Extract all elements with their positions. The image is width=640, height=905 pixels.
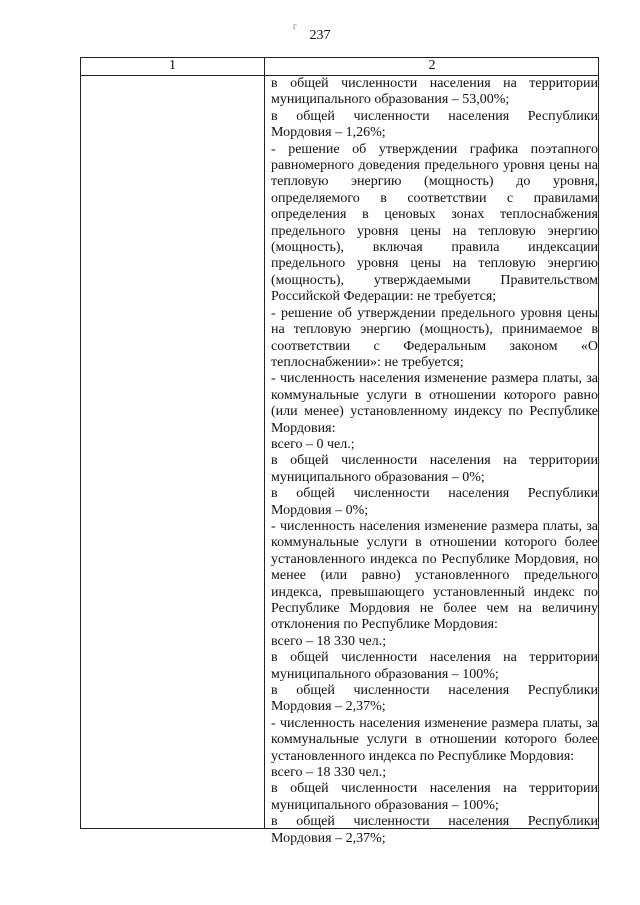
paragraph: - решение об утверждении предельного уровня цены на тепловую энергию (мощность), принимаемое в соответствии с Федеральным законом «О теплоснабжении»: не требуется; [271, 305, 598, 370]
paragraph: всего – 18 330 чел.; [271, 765, 387, 781]
column-1-header: 1 [169, 58, 176, 73]
document-table [80, 57, 599, 846]
paragraph: в общей численности населения Республики Мордовия – 2,37%; [271, 814, 598, 846]
paragraph: всего – 0 чел.; [271, 436, 355, 452]
paragraph: - численность населения изменение размера платы, за коммунальные услуги в отношении которого равно (или менее) установленному индексу по Республике Мордовия: [271, 371, 598, 436]
paragraph: в общей численности населения Республики Мордовия – 0%; [271, 486, 598, 518]
paragraph: в общей численности населения на территории муниципального образования – 100%; [271, 650, 598, 682]
paragraph: - решение об утверждении графика поэтапного равномерного доведения предельного уровня цены на тепловую энергию (мощность) до уровня, определяемого в соответствии с правилами определения в ценовых зонах теплоснабжения предельного уровня цены на тепловую энергию (мощность), включая правила индексации предельного уровня цены на тепловую энергию (мощность), утверждаемыми Правительством Российской Федерации: не требуется; [271, 141, 598, 305]
paragraph: - численность населения изменение размера платы, за коммунальные услуги в отношении которого более установленного индекса по Республике Мордовия: [271, 715, 598, 764]
paragraph: в общей численности населения на территории муниципального образования – 0%; [271, 453, 598, 485]
page-number: 237 [309, 28, 331, 43]
column-2-header: 2 [428, 58, 436, 73]
paragraph: в общей численности населения Республики Мордовия – 2,37%; [271, 683, 598, 715]
column-2-content [271, 76, 598, 847]
paragraph: всего – 18 330 чел.; [271, 633, 387, 649]
column-divider [264, 58, 265, 828]
paragraph: в общей численности населения Республики Мордовия – 1,26%; [271, 108, 598, 141]
paragraph: в общей численности населения на территории муниципального образования – 53,00%; [271, 76, 598, 108]
table-header-row [81, 58, 598, 76]
paragraph: в общей численности населения на территории муниципального образования – 100%; [271, 781, 598, 813]
scan-mark: г [293, 21, 297, 31]
paragraph: - численность населения изменение размера платы, за коммунальные услуги в отношении которого более установленного индекса по Республике Мордовия, но менее (или равно) установленного предельного индекса, превышающего установленный индекс по Республике Мордовия не более чем на величину отклонения по Республике Мордовия: [271, 518, 598, 633]
